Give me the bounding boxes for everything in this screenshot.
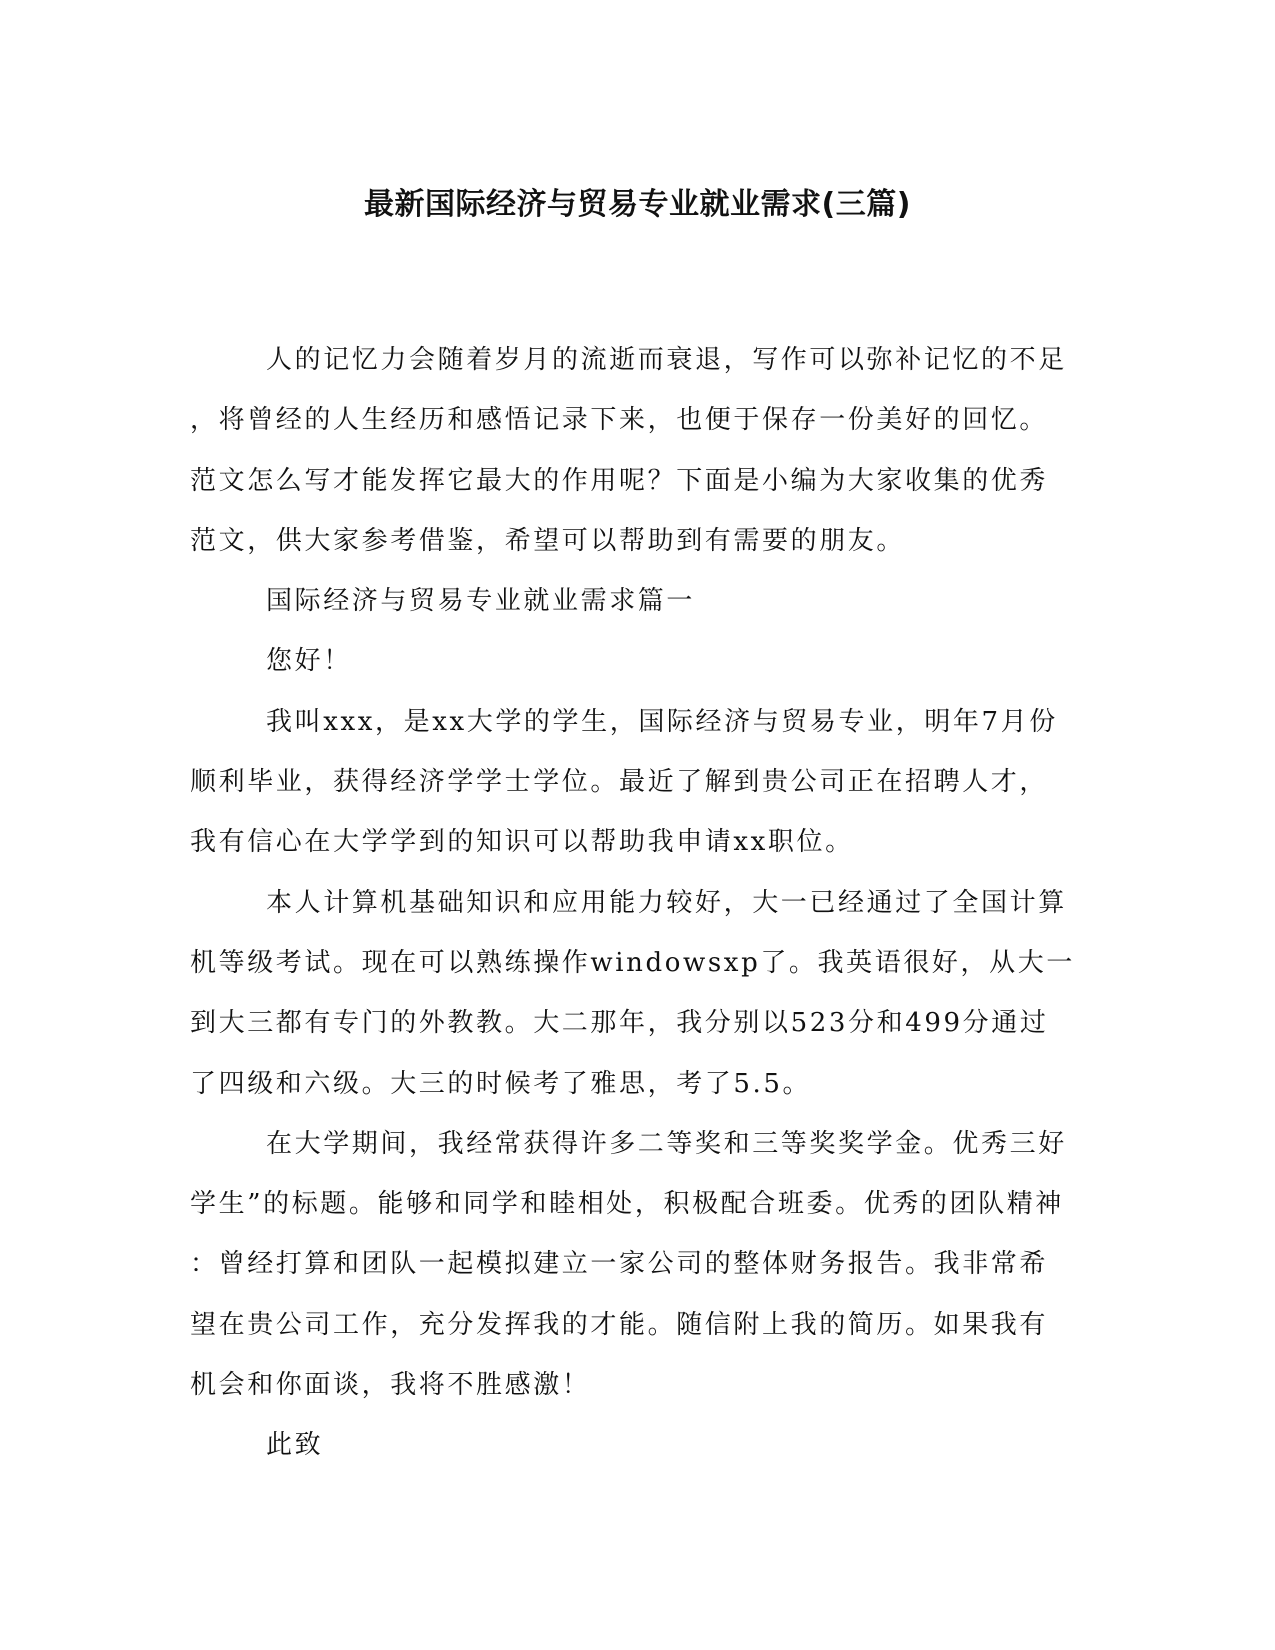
text-line: ：曾经打算和团队一起模拟建立一家公司的整体财务报告。我非常希: [190, 1249, 1049, 1280]
text-line: 国际经济与贸易专业就业需求篇一: [266, 586, 696, 617]
document-title: 最新国际经济与贸易专业就业需求(三篇): [364, 187, 911, 222]
text-line: 顺利毕业，获得经济学学士学位。最近了解到贵公司正在招聘人才，: [190, 767, 1049, 798]
text-line: 望在贵公司工作，充分发挥我的才能。随信附上我的简历。如果我有: [190, 1309, 1049, 1340]
text-line: 我有信心在大学学到的知识可以帮助我申请xx职位。: [190, 827, 854, 858]
text-line: 范文，供大家参考借鉴，希望可以帮助到有需要的朋友。: [190, 525, 906, 556]
section-heading: [190, 571, 1085, 631]
document-body: [190, 330, 1085, 1476]
self-introduction-paragraph: [190, 692, 1085, 873]
text-line: 范文怎么写才能发挥它最大的作用呢？下面是小编为大家收集的优秀: [190, 465, 1049, 496]
greeting: [190, 631, 1085, 691]
text-line: ，将曾经的人生经历和感悟记录下来，也便于保存一份美好的回忆。: [190, 405, 1049, 436]
skills-paragraph: [190, 873, 1085, 1114]
text-line: 学生”的标题。能够和同学和睦相处，积极配合班委。优秀的团队精神: [190, 1189, 1064, 1220]
closing-salutation: [190, 1415, 1085, 1475]
text-line: 此致: [266, 1430, 324, 1461]
text-line: 我叫xxx，是xx大学的学生，国际经济与贸易专业，明年7月份: [266, 706, 1058, 737]
achievements-paragraph: [190, 1114, 1085, 1415]
text-line: 您好！: [266, 646, 352, 677]
text-line: 机会和你面谈，我将不胜感激！: [190, 1370, 591, 1401]
text-line: 本人计算机基础知识和应用能力较好，大一已经通过了全国计算: [266, 887, 1067, 918]
text-line: 在大学期间，我经常获得许多二等奖和三等奖奖学金。优秀三好: [266, 1128, 1067, 1159]
intro-paragraph: [190, 330, 1085, 571]
text-line: 人的记忆力会随着岁月的流逝而衰退，写作可以弥补记忆的不足: [266, 345, 1067, 375]
text-line: 到大三都有专门的外教教。大二那年，我分别以523分和499分通过: [190, 1008, 1049, 1039]
text-line: 了四级和六级。大三的时候考了雅思，考了5.5。: [190, 1068, 812, 1099]
text-line: 机等级考试。现在可以熟练操作windowsxp了。我英语很好，从大一: [190, 947, 1075, 978]
